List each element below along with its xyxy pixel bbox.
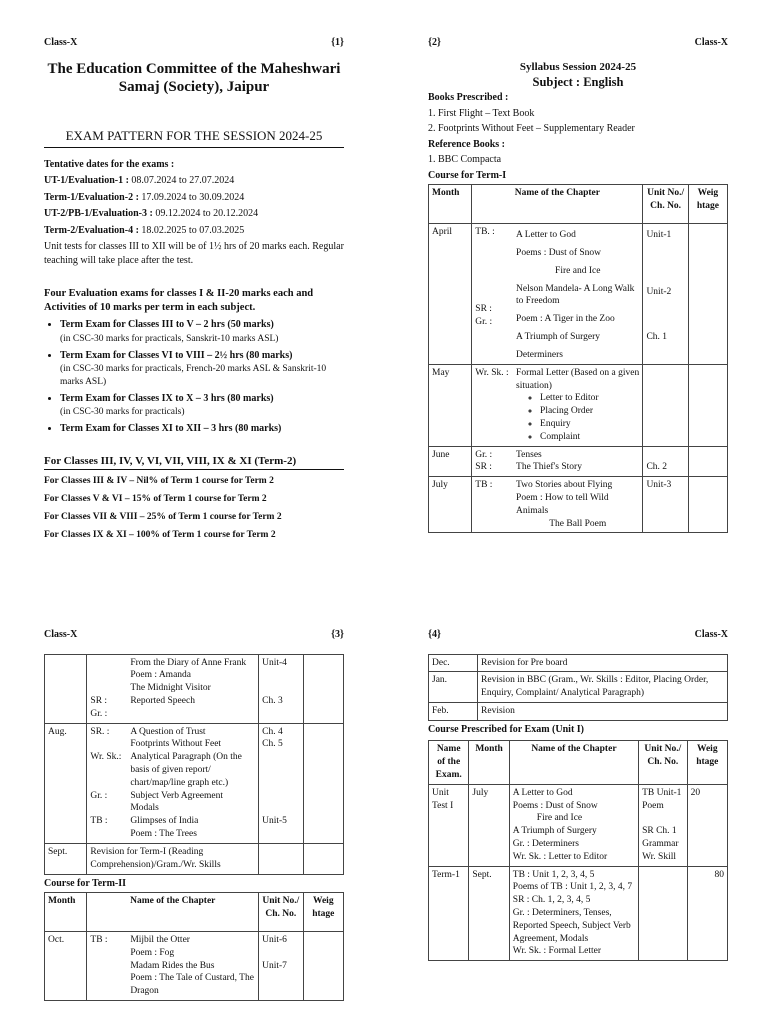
col-weightage: Weig htage bbox=[688, 185, 727, 224]
term2-line: For Classes III & IV – Nil% of Term 1 course for Term 2 bbox=[44, 476, 274, 487]
chapter-cell: A Question of Trust Footprints Without Feet Analytical Paragraph (On the basis of given report/ chart/map/line graph etc.) Subject Verb Agreement Modals Glimpses of India Poem : The Trees bbox=[127, 723, 258, 843]
chapter-cell: Formal Letter (Based on a given situation) ◦ Letter to Editor ◦ Placing Order ◦ Enquiry ◦ Complaint bbox=[513, 364, 643, 446]
table-row bbox=[429, 364, 728, 446]
type-cell: TB : bbox=[472, 477, 513, 533]
exam-dates bbox=[44, 174, 344, 237]
weightage-cell bbox=[688, 477, 727, 533]
table-row bbox=[45, 932, 344, 1001]
class-label: Class-X bbox=[694, 37, 728, 48]
type-cell: TB. : SR : Gr. : bbox=[472, 224, 513, 365]
weightage-cell bbox=[303, 932, 343, 1001]
page-3 bbox=[44, 628, 344, 1001]
table-row bbox=[429, 224, 728, 365]
chapter-cell: Revision bbox=[478, 702, 728, 720]
table-row bbox=[45, 654, 344, 723]
book-item: 1. First Flight – Text Book bbox=[428, 107, 535, 119]
list-item: ◦ Enquiry bbox=[540, 418, 639, 431]
chapter-cell: Revision for Pre board bbox=[478, 654, 728, 672]
page-header bbox=[44, 628, 344, 642]
unit-cell bbox=[643, 364, 688, 446]
list-item: ◦ Complaint bbox=[540, 431, 639, 444]
page-number: {3} bbox=[331, 629, 344, 640]
col-exam: Name of the Exam. bbox=[429, 741, 469, 784]
exam-cell: Unit Test I bbox=[429, 784, 469, 866]
col-unit: Unit No./ Ch. No. bbox=[643, 185, 688, 224]
weightage-cell bbox=[688, 446, 727, 477]
date-row: UT-1/Evaluation-1 : 08.07.2024 to 27.07.2024 bbox=[44, 175, 235, 187]
chapter-cell: Revision for Term-I (Reading Comprehension)/Gram./Wr. Skills bbox=[87, 843, 259, 874]
table-row bbox=[429, 702, 728, 720]
table-row bbox=[429, 784, 728, 866]
unit-cell: TB Unit-1 Poem SR Ch. 1 Grammar Wr. Skill bbox=[639, 784, 687, 866]
reference-heading: Reference Books : bbox=[428, 138, 506, 150]
weightage-cell: 80 bbox=[687, 866, 727, 961]
weightage-cell: 20 bbox=[687, 784, 727, 866]
col-chapter: Name of the Chapter bbox=[509, 741, 638, 784]
list-item: • Term Exam for Classes XI to XII – 3 hrs (80 marks) bbox=[60, 422, 344, 436]
weightage-cell bbox=[303, 843, 343, 874]
month-cell bbox=[45, 654, 87, 723]
col-unit: Unit No./ Ch. No. bbox=[639, 741, 687, 784]
page-number: {1} bbox=[331, 37, 344, 48]
books-heading: Books Prescribed : bbox=[428, 92, 509, 104]
page-1 bbox=[44, 36, 344, 542]
unit-cell: Unit-1 Unit-2 Ch. 1 bbox=[643, 224, 688, 365]
weightage-cell bbox=[688, 224, 727, 365]
month-cell: May bbox=[429, 364, 472, 446]
subject-title: Subject : English bbox=[532, 75, 624, 90]
list-item: ◦ Letter to Editor bbox=[540, 392, 639, 405]
table-header-row bbox=[45, 893, 344, 932]
type-cell: SR : Gr. : bbox=[87, 654, 127, 723]
col-month: Month bbox=[429, 185, 472, 224]
page-2 bbox=[428, 36, 728, 533]
chapter-cell: Two Stories about Flying Poem : How to tell Wild Animals The Ball Poem bbox=[513, 477, 643, 533]
col-weightage: Weig htage bbox=[687, 741, 727, 784]
term1-course-table bbox=[428, 184, 728, 533]
col-chapter: Name of the Chapter bbox=[472, 185, 643, 224]
class-label: Class-X bbox=[694, 629, 728, 640]
weightage-cell bbox=[303, 654, 343, 723]
page-header bbox=[428, 628, 728, 642]
syllabus-title: Syllabus Session 2024-25 bbox=[519, 60, 637, 73]
chapter-cell: Mijbil the Otter Poem : Fog Madam Rides the Bus Poem : The Tale of Custard, The Dragon bbox=[127, 932, 258, 1001]
term2-line: For Classes IX & XI – 100% of Term 1 course for Term 2 bbox=[44, 529, 276, 540]
exam-course-heading: Course Prescribed for Exam (Unit I) bbox=[428, 723, 584, 735]
page-number: {4} bbox=[428, 629, 441, 640]
table-row bbox=[45, 843, 344, 874]
page-4 bbox=[428, 628, 728, 961]
type-cell: TB : bbox=[87, 932, 127, 1001]
reference-item: 1. BBC Compacta bbox=[428, 154, 502, 166]
unit-cell: Unit-4 Ch. 3 bbox=[259, 654, 303, 723]
month-cell: July bbox=[429, 477, 472, 533]
chapter-cell: Revision in BBC (Gram., Wr. Skills : Editor, Placing Order, Enquiry, Complaint/ Analytical Paragraph) bbox=[478, 672, 728, 703]
unit-cell: Unit-6 Unit-7 bbox=[259, 932, 303, 1001]
page-number: {2} bbox=[428, 37, 441, 48]
class-label: Class-X bbox=[44, 629, 78, 640]
month-cell: Dec. bbox=[429, 654, 478, 672]
class-label: Class-X bbox=[44, 37, 78, 48]
month-cell: July bbox=[469, 784, 509, 866]
chapter-cell: A Letter to God Poems : Dust of Snow Fire and Ice A Triumph of Surgery Gr. : Determiners Wr. Sk. : Letter to Editor bbox=[509, 784, 638, 866]
list-item: • Term Exam for Classes VI to VIII – 2½ hrs (80 marks) (in CSC-30 marks for practicals, French-20 marks ASL & Sanskrit-10 marks ASL) bbox=[60, 349, 344, 389]
type-cell: Gr. : SR : bbox=[472, 446, 513, 477]
four-eval-note: Four Evaluation exams for classes I & II-20 marks each and Activities of 10 marks per term in each subject. bbox=[44, 288, 314, 314]
term2-course-table bbox=[44, 892, 344, 1001]
unit-cell: Unit-3 bbox=[643, 477, 688, 533]
page-header bbox=[428, 36, 728, 50]
month-cell: Sept. bbox=[45, 843, 87, 874]
exam-course-table bbox=[428, 740, 728, 961]
unit-cell bbox=[259, 843, 303, 874]
term2-line: For Classes VII & VIII – 25% of Term 1 course for Term 2 bbox=[44, 512, 282, 523]
term-exam-list bbox=[44, 318, 344, 435]
month-cell: Oct. bbox=[45, 932, 87, 1001]
month-cell: Sept. bbox=[469, 866, 509, 961]
col-weightage: Weig htage bbox=[303, 893, 343, 932]
date-row: Term-2/Evaluation-4 : 18.02.2025 to 07.03.2025 bbox=[44, 224, 245, 236]
term2-heading: For Classes III, IV, V, VI, VII, VIII, IX & XI (Term-2) bbox=[44, 454, 344, 471]
term1-course-table-continued bbox=[44, 654, 344, 875]
unit-cell: Ch. 2 bbox=[643, 446, 688, 477]
month-cell: June bbox=[429, 446, 472, 477]
chapter-cell: TB : Unit 1, 2, 3, 4, 5 Poems of TB : Unit 1, 2, 3, 4, 7 SR : Ch. 1, 2, 3, 4, 5 Gr. : Determiners, Tenses, Reported Speech, Subject Verb Agreement, Modals Wr. Sk. : Formal Letter bbox=[509, 866, 638, 961]
table-row bbox=[429, 866, 728, 961]
month-cell: Jan. bbox=[429, 672, 478, 703]
month-cell: April bbox=[429, 224, 472, 365]
course-heading: Course for Term-I bbox=[428, 169, 507, 181]
revision-table bbox=[428, 654, 728, 721]
chapter-cell: Tenses The Thief's Story bbox=[513, 446, 643, 477]
month-cell: Feb. bbox=[429, 702, 478, 720]
unit-test-note: Unit tests for classes III to XII will be of 1½ hrs of 20 marks each. Regular teaching will take place after the test. bbox=[44, 241, 344, 266]
date-row: UT-2/PB-1/Evaluation-3 : 09.12.2024 to 20.12.2024 bbox=[44, 208, 259, 220]
unit-cell: Ch. 4 Ch. 5 Unit-5 bbox=[259, 723, 303, 843]
weightage-cell bbox=[303, 723, 343, 843]
book-item: 2. Footprints Without Feet – Supplementary Reader bbox=[428, 123, 635, 135]
page-header bbox=[44, 36, 344, 50]
list-item: • Term Exam for Classes III to V – 2 hrs (50 marks) (in CSC-30 marks for practicals, Sanskrit-10 marks ASL) bbox=[60, 318, 344, 345]
col-unit: Unit No./ Ch. No. bbox=[259, 893, 303, 932]
unit-cell bbox=[639, 866, 687, 961]
table-row bbox=[429, 672, 728, 703]
table-row bbox=[429, 654, 728, 672]
col-month: Month bbox=[45, 893, 87, 932]
table-row bbox=[429, 446, 728, 477]
term2-line: For Classes V & VI – 15% of Term 1 course for Term 2 bbox=[44, 494, 267, 505]
col-month: Month bbox=[469, 741, 509, 784]
col-chapter: Name of the Chapter bbox=[87, 893, 259, 932]
tentative-heading: Tentative dates for the exams : bbox=[44, 158, 175, 170]
table-header-row bbox=[429, 185, 728, 224]
exam-cell: Term-1 bbox=[429, 866, 469, 961]
table-header-row bbox=[429, 741, 728, 784]
type-cell: Wr. Sk. : bbox=[472, 364, 513, 446]
table-row bbox=[429, 477, 728, 533]
month-cell: Aug. bbox=[45, 723, 87, 843]
type-cell: SR. : Wr. Sk.: Gr. : TB : bbox=[87, 723, 127, 843]
list-item: ◦ Placing Order bbox=[540, 405, 639, 418]
chapter-cell: A Letter to God Poems : Dust of Snow Fire and Ice Nelson Mandela- A Long Walk to Freedom Poem : A Tiger in the Zoo A Triumph of Surgery Determiners bbox=[513, 224, 643, 365]
weightage-cell bbox=[688, 364, 727, 446]
list-item: • Term Exam for Classes IX to X – 3 hrs (80 marks) (in CSC-30 marks for practicals) bbox=[60, 392, 344, 419]
table-row bbox=[45, 723, 344, 843]
chapter-cell: From the Diary of Anne Frank Poem : Amanda The Midnight Visitor Reported Speech bbox=[127, 654, 258, 723]
committee-title: The Education Committee of the Maheshwari Samaj (Society), Jaipur bbox=[47, 60, 341, 96]
date-row: Term-1/Evaluation-2 : 17.09.2024 to 30.09.2024 bbox=[44, 191, 245, 203]
course2-heading: Course for Term-II bbox=[44, 877, 127, 889]
exam-pattern-title: EXAM PATTERN FOR THE SESSION 2024-25 bbox=[44, 127, 344, 148]
